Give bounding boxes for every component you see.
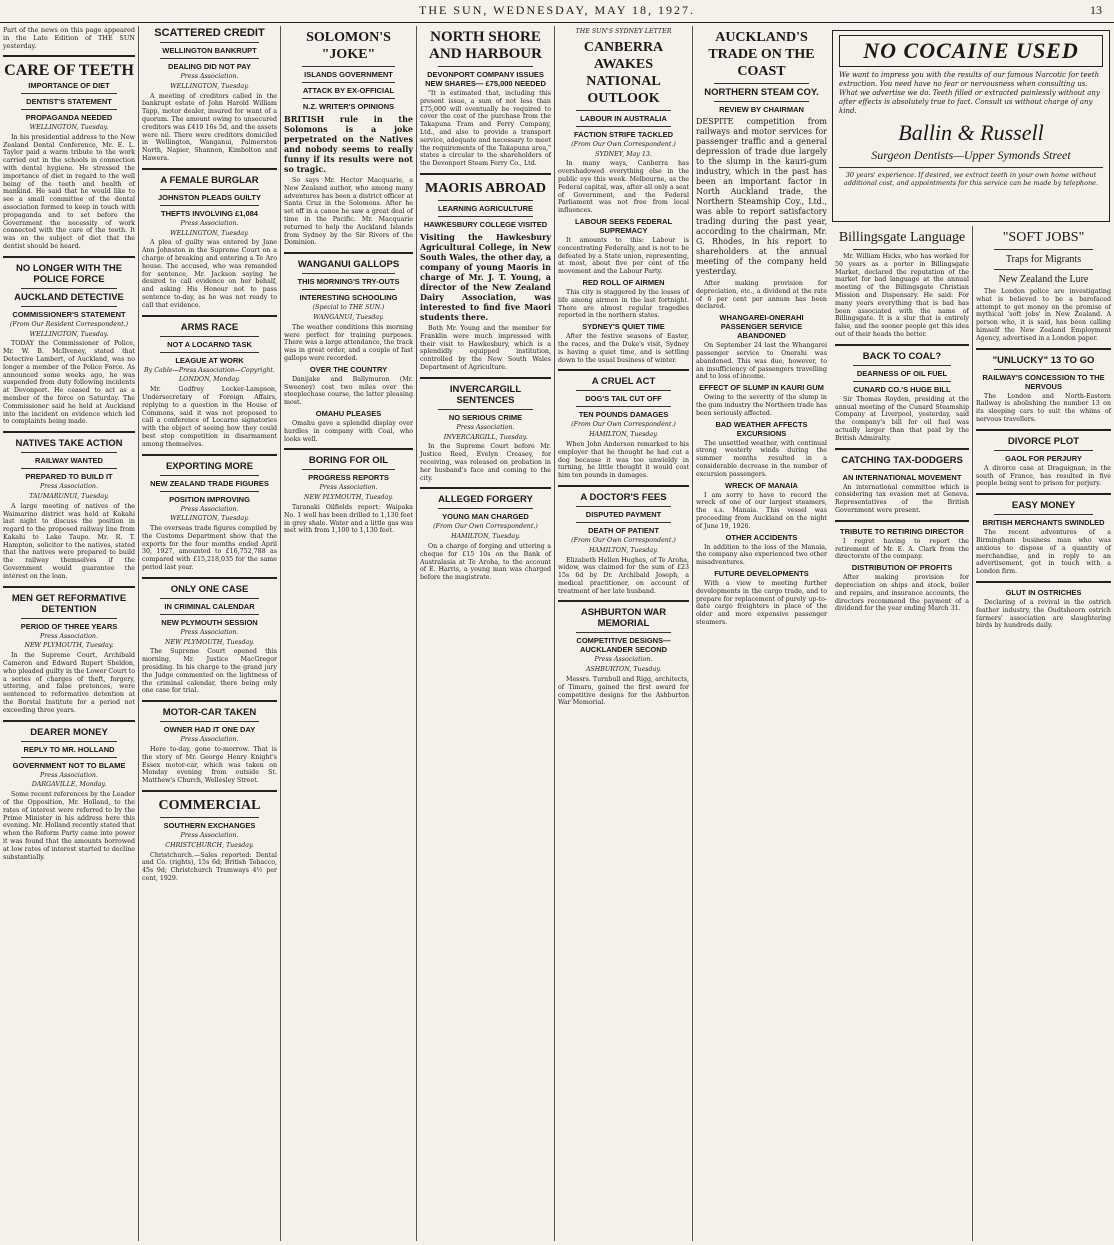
headline: EXPORTING MORE	[165, 460, 254, 472]
article-body: Danijake and Ballymuron (Mr. Sweeney) cost two miles over the steeplechase course, the latter pleasing most.	[284, 375, 413, 407]
dateline: NEW PLYMOUTH, Tuesday.	[24, 642, 114, 650]
headline: SCATTERED CREDIT	[154, 27, 265, 39]
article-body: "It is estimated that, including this present issue, a sum of not less than £75,000 will eventually be required to cover the cost of the purchase from the Takapuna Tram and Ferry Company, Ltd., and also to provide a transport service, adequate and necessary to meet the requirements of the Takapuna area," states a circular to the shareholders of the Devonport Steam Ferry Co., Ltd.	[420, 90, 551, 168]
dateline: WELLINGTON, Tuesday.	[170, 229, 249, 237]
article-body: The overseas trade figures compiled by the Customs Department show that the exports for the four months ended April 30, 1927, amounted to £16,752,788 as compared with £15,218,035 for the same period last year.	[142, 525, 277, 572]
subheadline: AUCKLAND DETECTIVE	[14, 291, 124, 303]
article-body: So says Mr. Hector Macquarie, a New Zealand author, who among many adventures has been a district officer at Santa Cruz in the Solomons. After he set off in a canoe he saw a great deal of time in the Pacific. Mr. Macquarie returned to help the Auckland Islands from Sydney by the Sir Rivers of the Dominion.	[284, 177, 413, 247]
cocaine-advertisement	[832, 30, 1110, 222]
article-body: When John Anderson remarked to his employer that he thought he had cut a dog because it was too unwieldy in turning, he little thought it would cost him ten pounds in damages.	[558, 440, 689, 480]
dateline: TAUMARUNUI, Tuesday.	[29, 492, 109, 500]
subheadline: TEN POUNDS DAMAGES	[578, 410, 669, 420]
headline: Billingsgate Language	[838, 230, 966, 245]
subheadline: IN CRIMINAL CALENDAR	[164, 601, 255, 611]
subheadline: DEVONPORT COMPANY ISSUES NEW SHARES— £75,000 NEEDED	[425, 70, 546, 88]
dateline: CHRISTCHURCH, Tuesday.	[165, 841, 254, 849]
headline: DIVORCE PLOT	[1007, 435, 1080, 447]
article-body: I regret having to report the retirement of Mr. E. A. Clark from the directorate of the company.	[835, 537, 969, 561]
article-body: After making provision for depreciation, etc., a dividend at the rate of 6 per cent per annum has been declared.	[696, 280, 827, 311]
article-body: This city is staggered by the losses of life among airmen in the last fortnight. There are almost regular tragedies reported in the northern states.	[558, 288, 689, 320]
dateline: SYDNEY, May 13.	[595, 150, 652, 158]
source-line: (From Our Own Correspondent.)	[433, 523, 538, 531]
source-line: (From Our Resident Correspondent.)	[9, 320, 129, 328]
subheadline: DENTIST'S STATEMENT	[26, 97, 112, 106]
dateline: NEW PLYMOUTH, Tuesday.	[164, 638, 255, 646]
article-body: Omahu gave a splendid display over hurdles in company with Coal, who looks well.	[284, 419, 413, 443]
subheadline: New Zealand the Lure	[998, 274, 1089, 285]
subheadline: DEATH OF PATIENT	[588, 525, 659, 535]
subheadline: COMPETITIVE DESIGNS—AUCKLANDER SECOND	[576, 636, 671, 655]
article-body: The London police are investigating what is believed to be a barefaced attempt to get money on the promise of mythical 'soft jobs' in New Zealand. A person who, it is said, has been calling himself the New Zealand Employment Agency, advertised in a London paper.	[976, 288, 1111, 342]
article-body: A large meeting of natives of the Waimarino district was held at Kakahi last night to discuss the position in regard to the proposed railway line from Kakahi to Lake Taupo. Mr. R. T. Hampton, solicitor to the natives, stated that the natives were prepared to build the railway themselves if the Government would guarantee the interest on the loan.	[3, 502, 135, 580]
headline: ARMS RACE	[180, 321, 239, 333]
dateline: ASHBURTON, Tuesday.	[585, 666, 662, 674]
article-body: A meeting of creditors called in the bankrupt estate of John Harold William Tapp, motor dealer, insured for want of a quorum. The amount owing to unsecured creditors was £419 16s 5d, and the assets were nil. There were creditors domiciled in Wellington, Wanganui, Palmerston North, Napier, Shannon, Kimbolton and Hawera.	[142, 92, 277, 162]
subheadline: INTERESTING SCHOOLING	[299, 293, 398, 303]
subheadline: POSITION IMPROVING	[169, 494, 250, 504]
subheadline: DISPUTED PAYMENT	[585, 509, 662, 519]
dateline: NEW PLYMOUTH, Tuesday.	[303, 494, 394, 502]
article-body: Sir Thomas Royden, presiding at the annual meeting of the Cunard Steamship Company at Liverpool, yesterday, said the company's bill for oil fuel was actually larger than that paid by the British Admiralty.	[835, 395, 969, 442]
subheadline: IMPORTANCE OF DIET	[28, 81, 110, 90]
article-lead: DESPITE competition from railways and motor services for passenger traffic and a general depression of trade due largely to the slump in the kauri-gum industry, which in the past has been an important factor in North Auckland trade, the Northern Steamship Coy., Ltd., was able to report satisfactory trading during the past year, according to the chairman, Mr. G. Rhodes, in his report to shareholders at the annual meeting of the company held yesterday.	[696, 117, 827, 276]
article-body: Mr. William Hicks, who has worked for 50 years as a porter in Billingsgate Market, declared the reputation of the market for bad language at the annual meeting of the Billingsgate Christian Mission and Dispensary. He said: For many years everything that is bad has been associated with the name of Billingsgate. It is a slur that is entirely false, and the sooner people get this idea out of their heads the better.	[835, 253, 969, 338]
article-body: The unsettled weather, with continual strong westerly winds during the summer months resulted in a considerable decrease in the number of excursion passengers.	[696, 439, 827, 478]
subheadline: RAILWAY WANTED	[35, 456, 103, 466]
headline: CANBERRA AWAKES NATIONAL OUTLOOK	[583, 39, 664, 106]
subheadline: ATTACK BY EX-OFFICIAL	[302, 86, 395, 95]
article-lead: Visiting the Hawkesbury Agricultural College, in New South Wales, the other day, a company of young Maoris in charge of Mr. J. T. Young, a director of the New Zealand Dairy Association, was interested to find five Maori students there.	[420, 231, 551, 322]
subheadline: DISTRIBUTION OF PROFITS	[851, 563, 953, 573]
subheadline: NEW PLYMOUTH SESSION	[161, 617, 258, 627]
headline: NORTH SHORE AND HARBOUR	[429, 29, 542, 62]
article-body: In the Supreme Court before Mr. Justice Reed, Evelyn Creasey, for receiving, was released on probation in her husband's face and coming to the city.	[420, 443, 551, 482]
subheadline: DOG'S TAIL CUT OFF	[585, 394, 662, 404]
subheadline: OWNER HAD IT ONE DAY	[163, 725, 256, 735]
source-line: Press Association.	[180, 628, 239, 636]
source-line: (From Our Own Correspondent.)	[571, 536, 676, 544]
article-lead: BRITISH rule in the Solomons is a joke perpetrated on the Natives and nobody seems to really funny if its results were not so tragic.	[284, 114, 413, 174]
headline: MOTOR-CAR TAKEN	[162, 707, 257, 719]
headline: DEARER MONEY	[30, 726, 108, 738]
ad-headline: NO COCAINE USED	[839, 35, 1103, 67]
kicker: THE SUN'S SYDNEY LETTER	[575, 28, 672, 35]
article-body: The Supreme Court opened this morning, Mr. Justice MacGregor presiding. In his charge to the grand jury the Judge commented on the lightness of the criminal calendar, there being only one case for trial.	[142, 648, 277, 695]
column-5	[554, 26, 692, 1241]
ad-brand: Ballin & Russell	[898, 120, 1044, 145]
source-line: Press Association.	[456, 423, 515, 431]
subheadline: GAOL FOR PERJURY	[1005, 453, 1082, 463]
article-body: After making provision for depreciation on ships and stock, boiler and repairs, and insurance accounts, the directors recommend the payment of a dividend for the year ending March 31.	[835, 574, 969, 613]
subheadline: FACTION STRIFE TACKLED	[573, 129, 674, 139]
headline: NATIVES TAKE ACTION	[15, 438, 123, 450]
article-body: Mr. Godfrey Locker-Lampson, Undersecretary of Foreign Affairs, replying to a question in the House of Commons, said it was not proposed to call a conference of Locarno signatories with the object of seeing how they could best stop competition in disarmament among themselves.	[142, 386, 277, 448]
subheadline: OTHER ACCIDENTS	[725, 532, 798, 542]
subheadline: NEW ZEALAND TRADE FIGURES	[150, 478, 269, 488]
headline: MAORIS ABROAD	[425, 180, 546, 196]
headline: BORING FOR OIL	[308, 455, 389, 467]
article-body: A plea of guilty was entered by Jane Ann Johnston in the Supreme Court on a charge of breaking and entering a Te Aro house. The accused, who was remanded for sentence, Mr. Jackson saying he desired to call evidence on her behalf, and asking His Honour not to pass sentence to-day, as he was not ready to call that evidence.	[142, 239, 277, 309]
article-body: Declaring of a revival in the ostrich feather industry, the Oudtshoorn ostrich farmers' association are slaughtering birds by hundreds daily.	[976, 598, 1111, 630]
source-line: Press Association.	[180, 505, 239, 513]
dateline: WELLINGTON, Tuesday.	[170, 82, 249, 90]
subheadline: OVER THE COUNTRY	[309, 364, 388, 374]
headline: ALLEGED FORGERY	[438, 494, 533, 506]
subheadline: WELLINGTON BANKRUPT	[162, 46, 257, 55]
subheadline: GLUT IN OSTRICHES	[1005, 587, 1082, 597]
ad-footer: 30 years' experience. If desired, we extract teeth in your own home without additional cost, and appointments for this service can be made by telephone.	[839, 167, 1103, 187]
column-7	[832, 226, 972, 1241]
dateline: WELLINGTON, Tuesday.	[29, 124, 109, 131]
article-body: Owing to the severity of the slump in the gum industry the Northern trade has been seriously affected.	[696, 394, 827, 417]
subheadline: DEARNESS OF OIL FUEL	[856, 368, 948, 378]
subheadline: CUNARD CO.'S HUGE BILL	[853, 384, 951, 394]
dateline: WANGANUI, Tuesday.	[313, 313, 384, 321]
subheadline: HAWKESBURY COLLEGE VISITED	[423, 219, 548, 229]
headline: ONLY ONE CASE	[170, 583, 249, 595]
source-line: By Cable—Press Association—Copyright.	[144, 366, 275, 374]
subheadline: DEALING DID NOT PAY	[168, 62, 251, 71]
subheadline: PROGRESS REPORTS	[308, 473, 389, 483]
subheadline: WRECK OF MANAIA	[725, 480, 798, 490]
article-body: In many ways, Canberra has overshadowed everything else in the public eye this week. Melbourne, as the Federal capital, was, after all only a seat of Government, and the Federal Parliament was not free from local influences.	[558, 160, 689, 215]
column-6	[692, 26, 830, 1241]
column-1	[0, 26, 138, 1241]
dateline: LONDON, Monday.	[179, 376, 240, 384]
subheadline: LEAGUE AT WORK	[175, 355, 244, 365]
source-line: (From Our Own Correspondent.)	[571, 421, 676, 429]
source-line: Press Association.	[40, 632, 98, 640]
headline: INVERCARGILL SENTENCES	[449, 383, 522, 406]
subheadline: Traps for Migrants	[1005, 254, 1082, 265]
headline: A CRUEL ACT	[591, 376, 656, 388]
headline: CATCHING TAX-DODGERS	[841, 454, 963, 466]
subheadline: RED ROLL OF AIRMEN	[582, 277, 665, 287]
headline: SOLOMON'S "JOKE"	[306, 30, 391, 62]
source-line: Press Association.	[40, 483, 98, 491]
headline: A DOCTOR'S FEES	[580, 491, 667, 503]
article-body: Some recent references by the Leader of the Opposition, Mr. Holland, to the rates of interest were referred to by the Prime Minister in his address here this evening. Mr. Holland recently stated that when the Reform Party came into power it was found that the amounts borrowed at low rates of interest started to decline substantially.	[3, 791, 135, 861]
headline: BACK TO COAL?	[862, 350, 942, 362]
article-body: Taranaki Oilfields report: Waipaka No. 1 well has been drilled to 1,130 feet in grey shale. Water and a little gas was met with from 1,100 to 1,130 feet.	[284, 503, 413, 535]
subheadline: RAILWAY'S CONCESSION TO THE NERVOUS	[982, 372, 1105, 391]
subheadline: TRIBUTE TO RETIRING DIRECTOR	[840, 526, 964, 536]
article-body: After the festive seasons of Easter, the races, and the Duke's visit, Sydney is having a quiet time, and is settling down to the usual business of winter.	[558, 333, 689, 364]
edition-note: Part of the news on this page appeared in the Late Edition of THE SUN yesterday.	[3, 26, 135, 50]
article-body: In the Supreme Court, Archibald Cameron and Edward Rupert Sheldon, who pleaded guilty in the Lower Court to a series of charges of theft, forgery, uttering, and false pretences, were sentenced to reformative detention at the Borstal Institute for a period not exceeding three years.	[3, 652, 135, 714]
source-line: Press Association.	[180, 832, 239, 840]
subheadline: THIS MORNING'S TRY-OUTS	[297, 277, 400, 287]
source-line: (Special to THE SUN.)	[312, 304, 385, 312]
source-line: Press Association.	[180, 73, 239, 80]
newspaper-title: THE SUN, WEDNESDAY, MAY 18, 1927.	[419, 3, 695, 17]
article-body: Here to-day, gone to-morrow. That is the story of Mr. George Henry Knight's Essex motor-car, which was taken on Monday evening from outside St. Matthew's Church, Wellesley Street.	[142, 746, 277, 785]
column-8	[972, 226, 1114, 1241]
source-line: Press Association.	[180, 736, 239, 744]
article-body: It amounts to this: Labour is concentrating Federally, and is not to be defeated by a State union, representing, at most, about five per cent of the movement and the Labour Party.	[558, 236, 689, 276]
article-body: In his presidential address to the New Zealand Dental Conference, Mr. E. L. Taylor paid a warm tribute to the work carried out in the schools in connection with dental hygiene. He stressed the importance of diet in regard to the well being of the teeth and health of mankind. He said that he would like to see a small committee of the dental association formed to keep in touch with propaganda and to set before the Government the necessity of work connected with the care of the teeth. It was on the subject of diet that the dentist should be heard.	[3, 133, 135, 250]
source-line: (From Our Own Correspondent.)	[571, 140, 676, 148]
subheadline: THEFTS INVOLVING £1,084	[161, 208, 258, 218]
article-body: The recent adventures of a Birmingham business man who was anxious to dispose of a quantity of merchandise, and in reply to an advertisement, got in touch with a London firm.	[976, 529, 1111, 576]
dateline: HAMILTON, Tuesday.	[589, 546, 658, 554]
source-line: Press Association.	[180, 219, 239, 227]
subheadline: N.Z. WRITER'S OPINIONS	[302, 102, 395, 111]
ad-body: We want to impress you with the results of our famous Narcotic for teeth extraction. You need have no fear or nervousness when consulting us. What we advertise we do. Teeth filled or extracted painlessly without any after effects is absolutely true to fact. Consult us without charge of any kind.	[839, 71, 1100, 115]
article-body: A divorce case at Draguignan, in the south of France, has resulted in five people being sent to prison for perjury.	[976, 464, 1111, 488]
ad-address: Surgeon Dentists—Upper Symonds Street	[871, 148, 1071, 162]
subheadline: ISLANDS GOVERNMENT	[304, 70, 393, 79]
article-body: The London and North-Eastern Railway is abolishing the number 13 on its sleeping cars to suit the whims of nervous travellers.	[976, 392, 1111, 423]
article-body: Elizabeth Hellen Hughes, of Te Aroha, widow, was claimed for the sum of £23 15s 6d by Dr. Archibald Joseph, a medical practitioner, on account of treatment of her late husband.	[558, 556, 689, 595]
subheadline: BAD WEATHER AFFECTS EXCURSIONS	[715, 419, 808, 438]
headline: "SOFT JOBS"	[1002, 230, 1085, 245]
subheadline: REPLY TO MR. HOLLAND	[23, 744, 115, 754]
article-body: Christchurch.—Sales reported: Dental and Co. (rights), 15s 6d; British Tobacco, 45s 9d; Christchurch Tramways 4½ per cent, 1929.	[142, 851, 277, 883]
subheadline: WHANGAREI-ONERAHI PASSENGER SERVICE ABANDONED	[719, 313, 804, 341]
subheadline: LABOUR IN AUSTRALIA	[580, 113, 667, 123]
headline: ASHBURTON WAR MEMORIAL	[580, 607, 667, 630]
subheadline: NOT A LOCARNO TASK	[167, 339, 252, 349]
article-body: On September 24 last the Whangarei passenger service to Onerahi was abandoned. This was due, however, to an insufficiency of passengers travelling and to loss of income.	[696, 342, 827, 381]
subheadline: PROPAGANDA NEEDED	[25, 113, 113, 122]
headline: COMMERCIAL	[158, 798, 261, 814]
headline: "UNLUCKY" 13 TO GO	[992, 354, 1095, 366]
article-body: With a view to meeting further developments in the cargo trade, and to prepare for replacement of purely up-to-date cargo freighters in place of the older and more expensive passenger steamers.	[696, 579, 827, 626]
subheadline: EFFECT OF SLUMP IN KAURI GUM	[699, 383, 824, 393]
column-2	[138, 26, 280, 1241]
masthead	[0, 0, 1114, 23]
headline: MEN GET REFORMATIVE DETENTION	[11, 592, 127, 615]
column-3	[280, 26, 416, 1241]
source-line: Press Association.	[40, 771, 98, 779]
subheadline: FUTURE DEVELOPMENTS	[714, 568, 809, 578]
dateline: WELLINGTON, Tuesday.	[29, 330, 109, 338]
subheadline: AN INTERNATIONAL MOVEMENT	[842, 472, 962, 482]
subheadline: YOUNG MAN CHARGED	[442, 512, 529, 522]
page-number: 13	[1090, 3, 1102, 17]
headline: AUCKLAND'S TRADE ON THE COAST	[708, 30, 815, 79]
headline: CARE OF TEETH	[4, 62, 134, 79]
subheadline: PREPARED TO BUILD IT	[25, 472, 113, 482]
headline: NO LONGER WITH THE POLICE FORCE	[15, 262, 123, 285]
headline: WANGANUI GALLOPS	[297, 259, 400, 271]
article-body: An international committee which is considering tax evasion met at Geneva. Representatives of the British Government were present.	[835, 483, 969, 514]
dateline: HAMILTON, Tuesday.	[589, 431, 658, 439]
dateline: DARGAVILLE, Monday.	[31, 781, 107, 789]
subheadline: NO SERIOUS CRIME	[448, 412, 523, 422]
subheadline: JOHNSTON PLEADS GUILTY	[157, 192, 262, 202]
subheadline: SYDNEY'S QUIET TIME	[582, 322, 665, 332]
article-body: The weather conditions this morning were perfect for training purposes. There was a large attendance, the track was in great order, and a couple of fast gallops were recorded.	[284, 323, 413, 362]
subheadline: GOVERNMENT NOT TO BLAME	[12, 760, 126, 770]
article-body: TODAY the Commissioner of Police, Mr. W. B. McIlveney, stated that Detective Lambert, of Auckland, was no longer a member of the Police Force. As announced some weeks ago, he was suspended from duty following incidents at Devonport. He ceased to act as a member of the force on Saturday. The Commissioner said he held at Auckland into the incident on evidence which led to complaints being made.	[3, 340, 135, 426]
dateline: WELLINGTON, Tuesday.	[170, 515, 249, 523]
subheadline: PERIOD OF THREE YEARS	[20, 621, 118, 631]
subheadline: OMAHU PLEASES	[315, 408, 382, 418]
headline: EASY MONEY	[1011, 500, 1076, 512]
subheadline: BRITISH MERCHANTS SWINDLED	[982, 518, 1105, 528]
source-line: Press Association.	[594, 656, 653, 664]
article-body: I am sorry to have to record the wreck of one of our largest steamers, the s.s. Manaia. This vessel was proceeding from Auckland on the night of June 19, 1926.	[696, 491, 827, 530]
dateline: INVERCARGILL, Tuesday.	[443, 433, 528, 441]
article-body: Both Mr. Young and the member for Franklin were much impressed with their visit to Hawkesbury, which is a splendidly equipped institution, controlled by the New South Wales Department of Agriculture.	[420, 324, 551, 371]
subheadline: SOUTHERN EXCHANGES	[163, 821, 256, 831]
article-body: Messrs. Turnbull and Rigg, architects, of Timaru, gained the first award for competitive designs for the Ashburton War Memorial.	[558, 676, 689, 707]
article-body: On a charge of forging and uttering a cheque for £15 10s on the Bank of Australasia at Te Aroha, to the account of E. Harris, a young man was charged before the magistrate.	[420, 542, 551, 582]
subheadline: NORTHERN STEAM COY.	[704, 87, 819, 98]
dateline: HAMILTON, Tuesday.	[451, 533, 520, 541]
headline: A FEMALE BURGLAR	[160, 174, 259, 186]
source-line: Press Association.	[319, 484, 378, 492]
subheadline: LEARNING AGRICULTURE	[438, 203, 533, 213]
column-4	[416, 26, 554, 1241]
subheadline: REVIEW BY CHAIRMAN	[719, 105, 804, 114]
article-body: In addition to the loss of the Manaia, the company also experienced two other misadventures.	[696, 543, 827, 567]
subheadline: COMMISSIONER'S STATEMENT	[12, 309, 126, 319]
subheadline: LABOUR SEEKS FEDERAL SUPREMACY	[574, 216, 673, 235]
